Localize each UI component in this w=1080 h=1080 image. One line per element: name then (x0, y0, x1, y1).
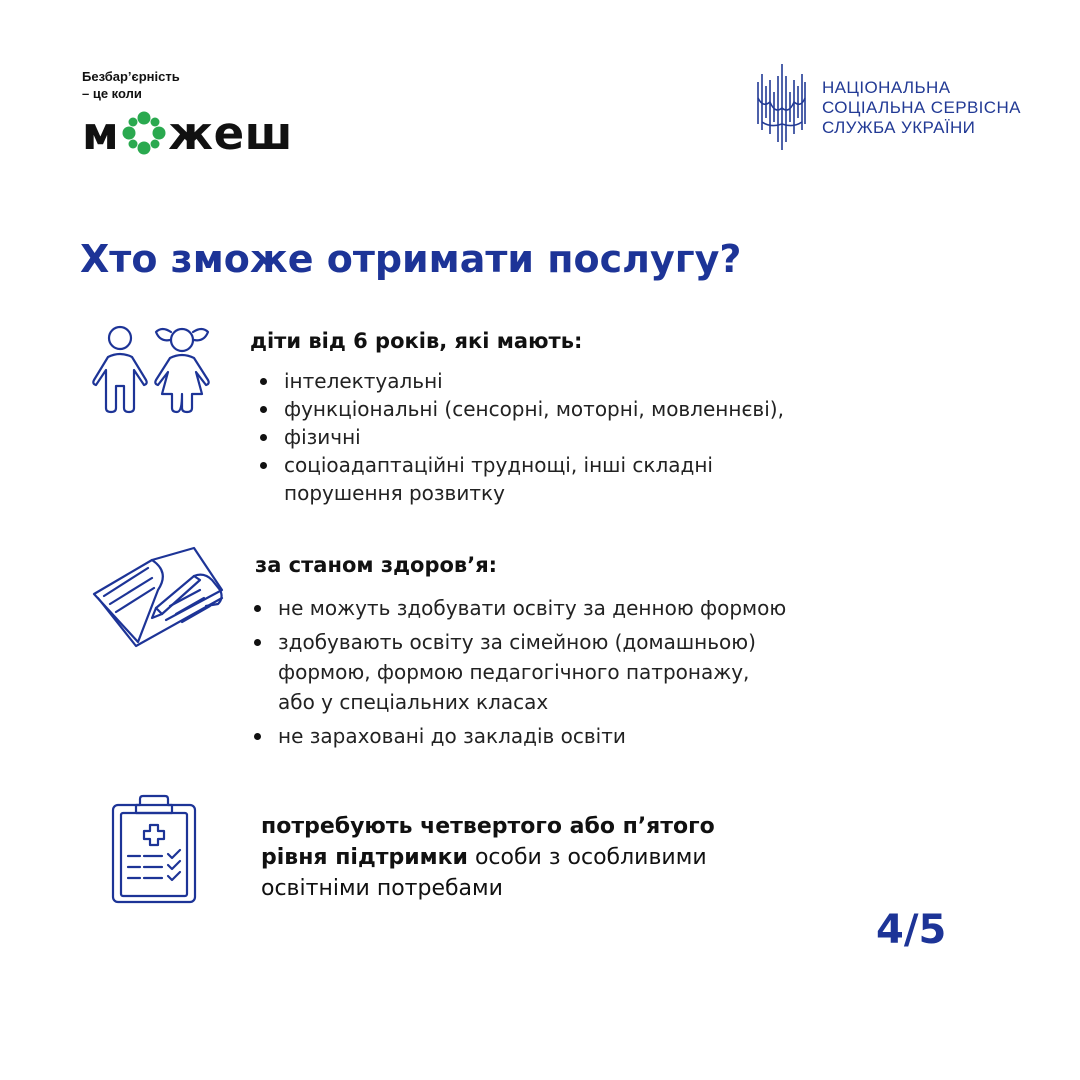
section-children-title: діти від 6 років, які мають: (250, 329, 583, 353)
brand-tagline (82, 68, 180, 102)
list-item: фізичні (256, 423, 784, 451)
children-icon (90, 322, 214, 414)
agency-name-line3: СЛУЖБА УКРАЇНИ (822, 118, 976, 137)
brand-word-suffix: жеш (168, 106, 293, 160)
brand-logo-word (82, 108, 293, 158)
list-item-continuation: або у спеціальних класах (278, 690, 549, 714)
section-health-list (250, 593, 786, 755)
support-bold-line2: рівня підтримки (261, 845, 468, 870)
page-title: Хто зможе отримати послугу? (80, 237, 742, 281)
brand-word-prefix: м (82, 106, 120, 160)
section-health-title: за станом здоров’я: (255, 553, 498, 577)
agency-name-line2: СОЦІАЛЬНА СЕРВІСНА (822, 98, 1021, 117)
medical-clipboard-icon (110, 793, 198, 905)
list-item-continuation: порушення розвитку (284, 481, 505, 505)
page-number: 4/5 (876, 907, 947, 953)
agency-emblem-icon (755, 62, 807, 152)
brand-dots-icon (122, 111, 166, 155)
list-item: здобувають освіту за сімейною (домашньою) (250, 627, 786, 657)
brand-tagline-line2: – це коли (82, 86, 142, 101)
writing-notebook-icon (90, 546, 226, 650)
brand-tagline-line1: Безбар’єрність (82, 69, 180, 84)
list-item-continuation: формою, формою педагогічного патронажу, (278, 660, 750, 684)
list-item: не можуть здобувати освіту за денною формою (250, 593, 786, 623)
support-normal-line2: особи з особливими (467, 845, 707, 870)
list-item: соціоадаптаційні труднощі, інші складні (256, 451, 784, 479)
support-bold-line1: потребують четвертого або п’ятого (261, 814, 715, 839)
support-normal-line3: освітніми потребами (261, 876, 503, 901)
list-item: інтелектуальні (256, 367, 784, 395)
agency-name (822, 78, 1021, 138)
agency-name-line1: НАЦІОНАЛЬНА (822, 78, 951, 97)
section-support-text (261, 811, 715, 904)
list-item: не зараховані до закладів освіти (250, 721, 786, 751)
section-children-list (256, 367, 784, 507)
list-item: функціональні (сенсорні, моторні, мовленнєві), (256, 395, 784, 423)
